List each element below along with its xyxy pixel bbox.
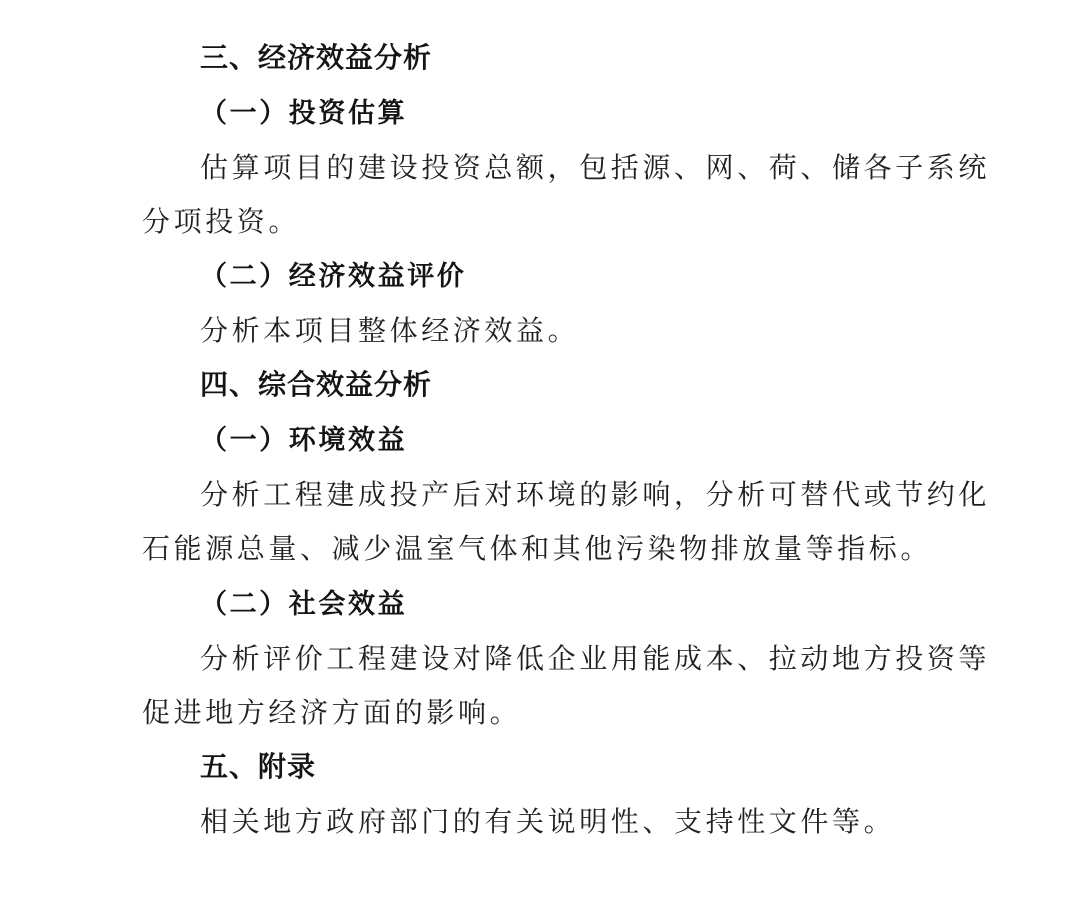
paragraph-line: 分析本项目整体经济效益。 (200, 314, 580, 347)
subsection-heading-environmental-benefit: （一）环境效益 (200, 425, 408, 456)
paragraph-line: 分析评价工程建设对降低企业用能成本、拉动地方投资等 (200, 642, 991, 675)
paragraph-line: 分析工程建成投产后对环境的影响，分析可替代或节约化 (200, 478, 991, 511)
subsection-heading-investment-estimate: （一）投资估算 (200, 98, 408, 129)
section-heading-appendix: 五、附录 (200, 750, 317, 783)
paragraph-line: 分项投资。 (142, 205, 301, 238)
paragraph-line: 石能源总量、减少温室气体和其他污染物排放量等指标。 (142, 532, 933, 565)
paragraph-line: 相关地方政府部门的有关说明性、支持性文件等。 (200, 805, 896, 838)
section-heading-economic-benefit: 三、经济效益分析 (200, 41, 433, 74)
paragraph-line: 估算项目的建设投资总额，包括源、网、荷、储各子系统 (200, 151, 991, 184)
section-heading-comprehensive-benefit: 四、综合效益分析 (200, 368, 433, 401)
subsection-heading-social-benefit: （二）社会效益 (200, 589, 408, 620)
subsection-heading-economic-evaluation: （二）经济效益评价 (200, 261, 467, 292)
paragraph-line: 促进地方经济方面的影响。 (142, 696, 522, 729)
